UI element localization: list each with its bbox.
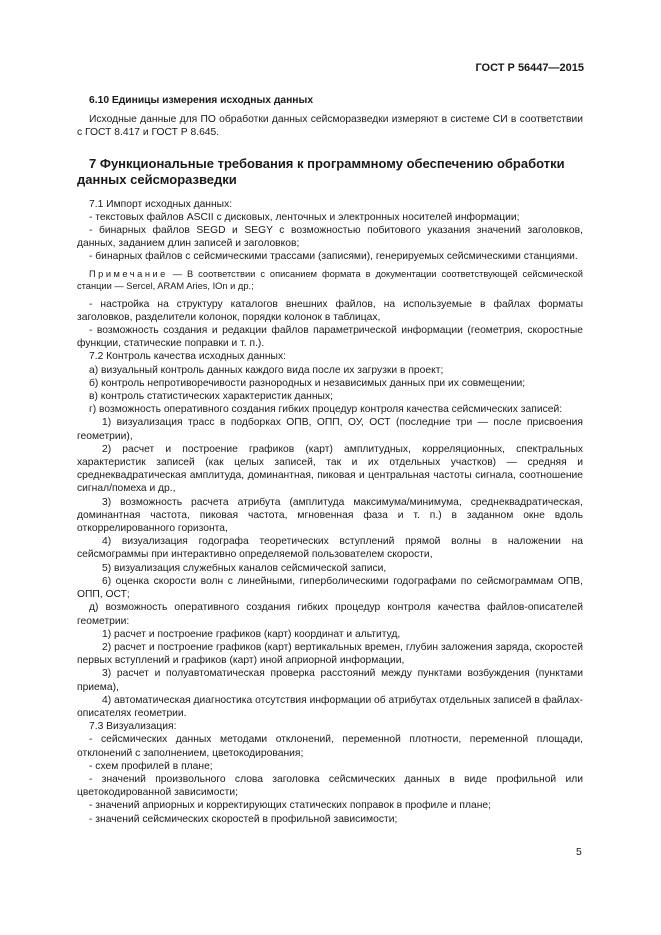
section-7-title: 7 Функциональные требования к программному обеспечению обработки данных сейсморазведки [77,155,565,187]
list-item: 3) расчет и полуавтоматическая проверка расстояний между пунктами возбуждения (пунктами приема), [77,668,583,693]
page-number: 5 [576,846,582,858]
para-7-3: 7.3 Визуализация: [89,721,177,733]
list-item: - возможность создания и редакции файлов параметрической информации (геометрия, скоростные функции, статические поправки и т. п.). [77,325,583,350]
list-item: 5) визуализация служебных каналов сейсмической записи, [102,562,387,574]
list-item: а) визуальный контроль данных каждого вида после их загрузки в проект; [89,364,444,376]
list-item: - значений априорных и корректирующих статических поправок в профиле и плане; [89,800,491,812]
page-body [77,94,583,826]
section-6-10-text: Исходные данные для ПО обработки данных сейсморазведки измеряют в системе СИ в соответствии с ГОСТ 8.417 и ГОСТ Р 8.645. [77,114,583,139]
list-item: 6) оценка скорости волн с линейными, гиперболическими годографами по сейсмограммам ОПВ, ОПП, ОСТ; [77,575,583,601]
list-item: - схем профилей в плане; [89,760,213,772]
list-item: - бинарных файлов SEGD и SEGY с возможностью побитового указания значений заголовков, данных, заданием длин записей и заголовков; [77,225,583,250]
list-item: 4) визуализация годографа теоретических вступлений прямой волны в наложении на сейсмограммы при интерактивно определяемой пользователем скорости, [77,536,583,561]
list-item: 1) расчет и построение графиков (карт) координат и альтитуд, [102,628,401,640]
list-item: 3) возможность расчета атрибута (амплитуда максимума/минимума, среднеквадратическая, доминантная частота, пиковая частота, мгновенная фаза и т. п.) в заданном окне вдоль откоррелированного горизонта, [77,496,583,535]
section-6-10-title: 6.10 Единицы измерения исходных данных [89,95,314,106]
note-label: Примечание [89,268,168,279]
list-item: 4) автоматическая диагностика отсутствия информации об атрибутах отдельных записей в файлах-описателях геометрии. [77,694,583,719]
list-item: - текстовых файлов ASCII с дисковых, ленточных и электронных носителей информации; [89,211,520,223]
list-item: б) контроль непротиворечивости разнородных и независимых данных при их совмещении; [89,377,526,389]
list-item: - значений произвольного слова заголовка сейсмических данных в виде профильной или цветокодированной зависимости; [77,773,583,799]
para-7-1: 7.1 Импорт исходных данных: [89,198,233,210]
list-item: - значений сейсмических скоростей в профильной зависимости; [89,813,398,825]
list-item: д) возможность оперативного создания гибких процедур контроля качества файлов-описателей геометрии: [77,602,583,627]
list-item: г) возможность оперативного создания гибких процедур контроля качества сейсмических записей: [89,404,563,416]
list-item: 2) расчет и построение графиков (карт) вертикальных времен, глубин заложения заряда, скоростей первых вступлений и графиков (карт) иной априорной информации, [77,641,583,667]
note [77,268,583,292]
document-header: ГОСТ Р 56447—2015 [475,62,584,74]
list-item: - бинарных файлов с сейсмическими трассами (записями), генерируемых сейсмическими станциями. [89,251,578,263]
para-7-2: 7.2 Контроль качества исходных данных: [89,351,286,363]
list-item: - настройка на структуру каталогов внешних файлов, на используемые в файлах форматы заголовков, разделители колонок, порядки колонок в таблицах, [77,298,583,323]
list-item: 1) визуализация трасс в подборках ОПВ, ОПП, ОУ, ОСТ (последние три — после присвоения геометрии), [77,417,583,442]
list-item: в) контроль статистических характеристик данных; [89,391,333,403]
list-item: 2) расчет и построение графиков (карт) амплитудных, корреляционных, спектральных характеристик записей (как целых записей, так и их отдельных участков) — средняя и среднеквадратическая амплитуда, доминантная, пиковая и центральная частоты сигнала, соотношение сигнал/помеха и др., [77,443,583,495]
list-item: - сейсмических данных методами отклонений, переменной плотности, переменной площади, отклонений с заполнением, цветокодирования; [77,734,583,759]
note-text: — В соответствии с описанием формата в документации соответствующей сейсмической станции — Sercel, ARAM Aries, IOn и др.; [77,268,583,291]
